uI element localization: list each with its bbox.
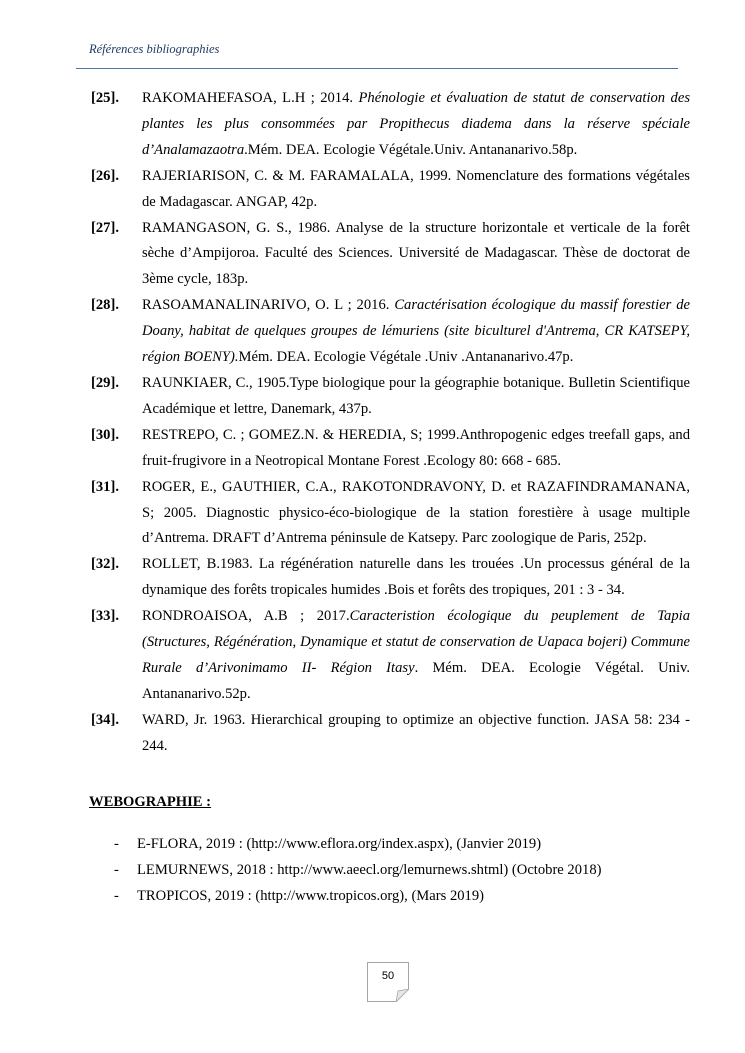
reference-text-part: ROLLET, B.1983. La régénération naturelle dans les trouées .Un processus général de la dynamique des forêts tropicales humides .Bois et forêts des tropiques, 201 : 3 - 34.: [142, 556, 690, 599]
reference-title: Caractérisation écologique du massif forestier de Doany, habitat de quelques groupes de lémuriens (site biculturel d'Antrema, CR KATSEPY, région BOENY).: [142, 297, 690, 366]
reference-text: [142, 164, 690, 216]
reference-title: Phénologie et évaluation de statut de conservation des plantes les plus consommées par Propithecus diadema dans la réserve spéciale d’Analamazaotra: [142, 90, 690, 158]
reference-text-part: Mém. DEA. Ecologie Végétale .Univ .Antananarivo.47p.: [238, 349, 574, 366]
reference-text-part: RAMANGASON, G. S., 1986. Analyse de la structure horizontale et verticale de la forêt sèche d’Ampijoroa. Faculté des Sciences. Université de Madagascar. Thèse de doctorat de 3ème cycle, 183p.: [142, 219, 690, 288]
reference-text-part: RESTREPO, C. ; GOMEZ.N. & HEREDIA, S; 1999.Anthropogenic edges treefall gaps, and fruit-frugivore in a Neotropical Montane Forest .Ecology 80: 668 - 685.: [142, 426, 690, 469]
reference-entry: [91, 475, 690, 553]
reference-number: [34].: [91, 711, 119, 728]
reference-number: [32].: [91, 556, 119, 573]
reference-entry: [91, 604, 690, 708]
webographie-item: [114, 831, 601, 857]
reference-entry: [91, 423, 690, 475]
reference-entry: [91, 216, 690, 294]
reference-title: Caracteristion écologique du peuplement de Tapia (Structures, Régénération, Dynamique et statut de conservation de Uapaca bojeri) Commune Rurale d’Arivonimamo II- Région Itasy: [142, 608, 690, 676]
reference-text: [142, 708, 690, 760]
running-header: Références bibliographies: [89, 42, 220, 56]
reference-text: [142, 475, 690, 553]
reference-entry: [91, 708, 690, 760]
reference-text-part: ROGER, E., GAUTHIER, C.A., RAKOTONDRAVONY, D. et RAZAFINDRAMANANA, S; 2005. Diagnostic physico-éco-biologique de la station forestière à usage multiple d’Antrema. DRAFT d’Antrema péninsule de Katsepy. Parc zoologique de Paris, 252p.: [142, 478, 690, 547]
reference-number: [26].: [91, 167, 119, 184]
reference-text: [142, 423, 690, 475]
reference-number: [28].: [91, 297, 119, 314]
page-number-box: [367, 962, 409, 1002]
page-number: 50: [381, 970, 395, 982]
reference-text: [142, 216, 690, 294]
reference-text: [142, 552, 690, 604]
reference-number: [31].: [91, 478, 119, 495]
reference-entry: [91, 164, 690, 216]
reference-entry: [91, 552, 690, 604]
reference-list: [91, 86, 690, 760]
reference-entry: [91, 371, 690, 423]
webographie-item: [114, 883, 601, 909]
reference-text-part: RAJERIARISON, C. & M. FARAMALALA, 1999. Nomenclature des formations végétales de Madagascar. ANGAP, 42p.: [142, 167, 690, 210]
reference-text: [142, 371, 690, 423]
reference-number: [29].: [91, 374, 119, 391]
page-curl-icon: [396, 989, 409, 1002]
reference-number: [27].: [91, 219, 119, 236]
reference-entry: [91, 86, 690, 164]
reference-number: [25].: [91, 90, 119, 106]
reference-number: [33].: [91, 608, 119, 625]
list-dash: -: [114, 836, 119, 852]
webographie-item-text: E-FLORA, 2019 : (http://www.eflora.org/index.aspx), (Janvier 2019): [137, 836, 542, 852]
reference-text-part: RAKOMAHEFASOA, L.H ; 2014.: [142, 90, 359, 106]
webographie-item-text: TROPICOS, 2019 : (http://www.tropicos.org), (Mars 2019): [137, 888, 484, 904]
webographie-list: [114, 831, 601, 909]
webographie-item: [114, 857, 601, 883]
reference-entry: [91, 293, 690, 371]
reference-text: [142, 604, 690, 708]
list-dash: -: [114, 888, 119, 904]
reference-text-part: . Mém. DEA. Ecologie Végétal. Univ. Antananarivo.52p.: [142, 659, 691, 702]
reference-text: [142, 86, 690, 164]
webographie-title: WEBOGRAPHIE :: [89, 794, 212, 810]
header-rule: [76, 68, 678, 69]
reference-text-part: RAUNKIAER, C., 1905.Type biologique pour la géographie botanique. Bulletin Scientifique Académique et lettre, Danemark, 437p.: [142, 374, 690, 417]
list-dash: -: [114, 862, 119, 878]
reference-text-part: RASOAMANALINARIVO, O. L ; 2016.: [142, 297, 395, 314]
reference-text-part: RONDROAISOA, A.B ; 2017.: [142, 608, 350, 625]
reference-text-part: WARD, Jr. 1963. Hierarchical grouping to optimize an objective function. JASA 58: 234 - 244.: [142, 711, 690, 754]
reference-number: [30].: [91, 426, 119, 443]
reference-text-part: .Mém. DEA. Ecologie Végétale.Univ. Antananarivo.58p.: [244, 141, 578, 158]
webographie-item-text: LEMURNEWS, 2018 : http://www.aeecl.org/lemurnews.shtml) (Octobre 2018): [137, 862, 602, 878]
reference-text: [142, 293, 690, 371]
